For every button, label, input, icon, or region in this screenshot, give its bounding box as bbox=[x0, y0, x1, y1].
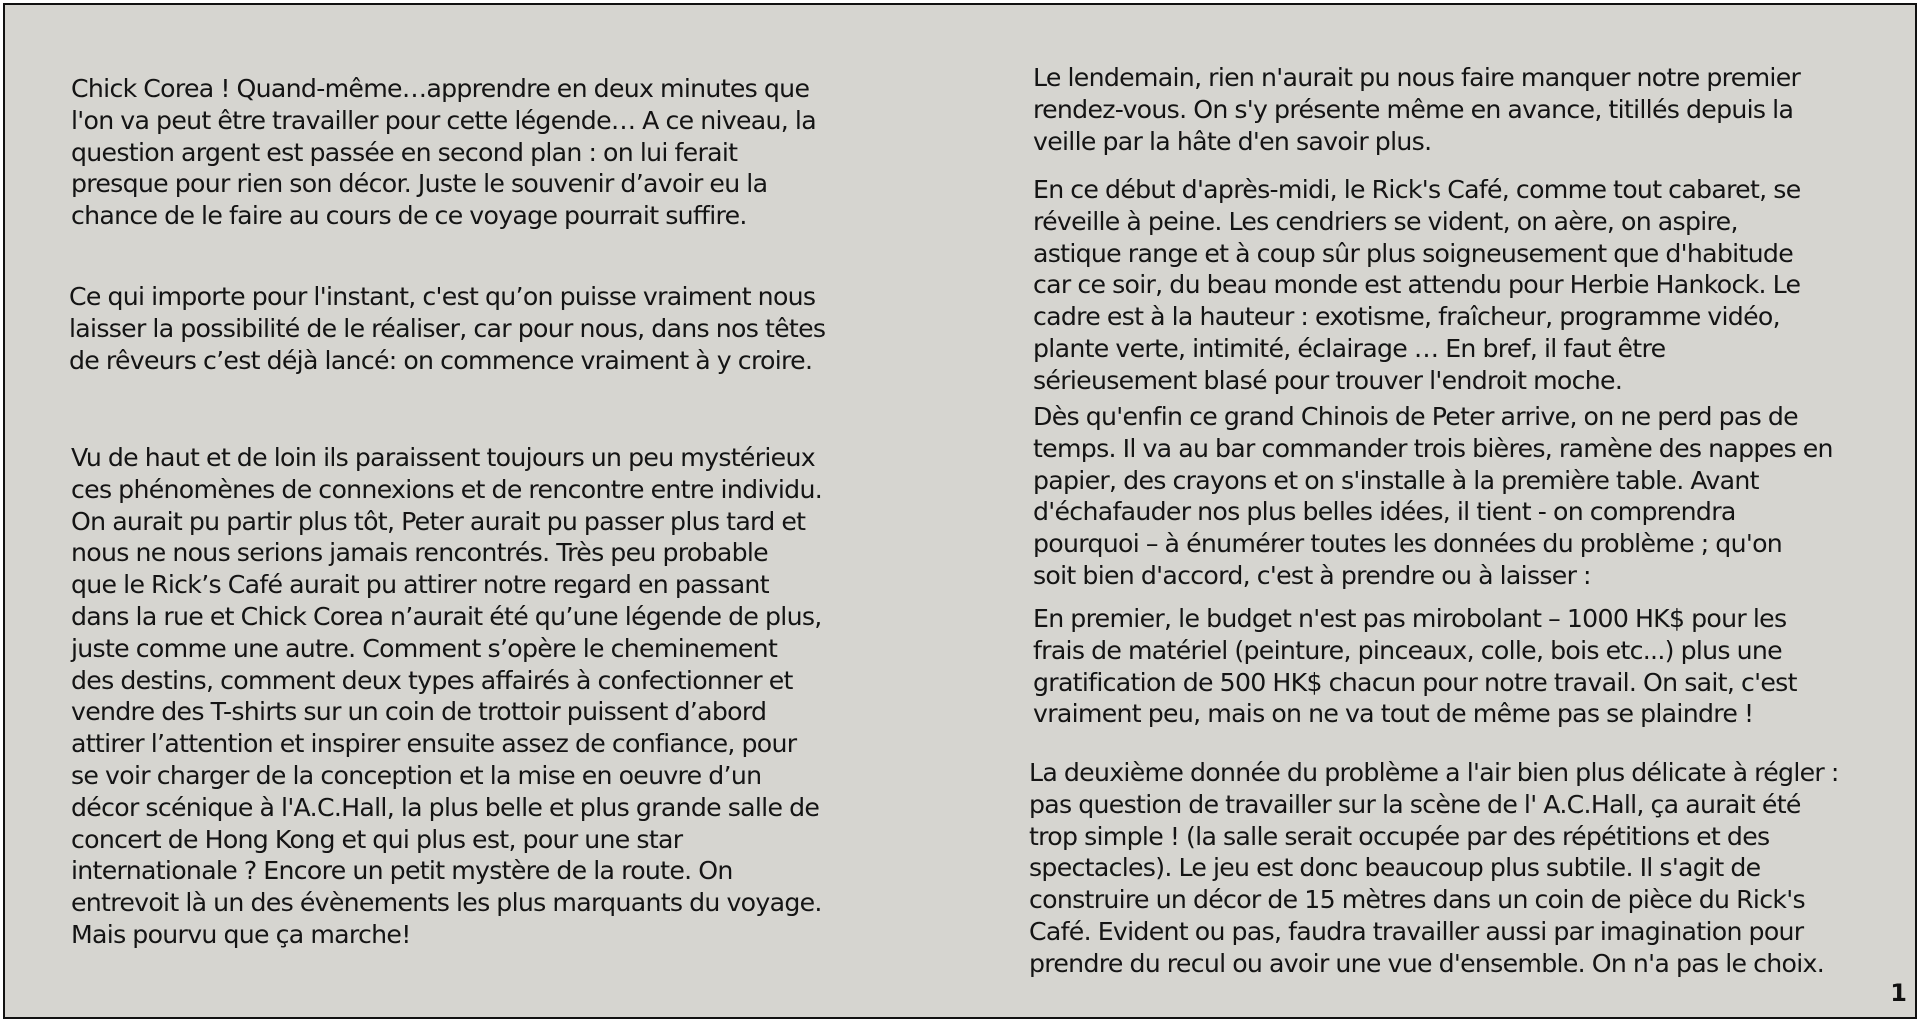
text-line: des destins, comment deux types affairés à confectionner et bbox=[71, 665, 793, 695]
text-line: Café. Evident ou pas, faudra travailler aussi par imagination pour bbox=[1029, 916, 1804, 946]
text-line: l'on va peut être travailler pour cette légende… A ce niveau, la bbox=[71, 105, 816, 135]
text-line: dans la rue et Chick Corea n’aurait été qu’une légende de plus, bbox=[71, 601, 822, 631]
text-line: ces phénomènes de connexions et de rencontre entre individu. bbox=[71, 474, 823, 504]
paragraph bbox=[1033, 174, 1801, 397]
text-line: décor scénique à l'A.C.Hall, la plus belle et plus grande salle de bbox=[71, 792, 820, 822]
paragraph bbox=[1033, 401, 1833, 592]
text-line: trop simple ! (la salle serait occupée par des répétitions et des bbox=[1029, 821, 1770, 851]
text-line: soit bien d'accord, c'est à prendre ou à laisser : bbox=[1033, 560, 1591, 590]
document-page bbox=[3, 3, 1917, 1019]
text-line: car ce soir, du beau monde est attendu pour Herbie Hankock. Le bbox=[1033, 270, 1801, 300]
text-line: Vu de haut et de loin ils paraissent toujours un peu mystérieux bbox=[71, 443, 815, 472]
text-line: de rêveurs c’est déjà lancé: on commence vraiment à y croire. bbox=[69, 345, 813, 375]
text-line: plante verte, intimité, éclairage … En bref, il faut être bbox=[1033, 333, 1666, 363]
text-line: Ce qui importe pour l'instant, c'est qu’on puisse vraiment nous bbox=[69, 282, 816, 311]
text-line: pourquoi – à énumérer toutes les données du problème ; qu'on bbox=[1033, 529, 1783, 559]
text-line: Dès qu'enfin ce grand Chinois de Peter arrive, on ne perd pas de bbox=[1033, 402, 1798, 431]
text-line: frais de matériel (peinture, pinceaux, colle, bois etc...) plus une bbox=[1033, 635, 1782, 665]
text-line: papier, des crayons et on s'installe à la première table. Avant bbox=[1033, 465, 1759, 495]
text-line: nous ne nous serions jamais rencontrés. Très peu probable bbox=[71, 538, 768, 568]
text-line: cadre est à la hauteur : exotisme, fraîcheur, programme vidéo, bbox=[1033, 302, 1780, 332]
text-line: attirer l’attention et inspirer ensuite assez de confiance, pour bbox=[71, 729, 797, 759]
text-line: rendez-vous. On s'y présente même en avance, titillés depuis la bbox=[1033, 94, 1794, 124]
text-line: veille par la hâte d'en savoir plus. bbox=[1033, 126, 1432, 156]
paragraph bbox=[1033, 62, 1800, 157]
text-line: construire un décor de 15 mètres dans un coin de pièce du Rick's bbox=[1029, 885, 1805, 915]
paragraph bbox=[71, 442, 822, 951]
text-line: En premier, le budget n'est pas mirobolant – 1000 HK$ pour les bbox=[1033, 604, 1787, 633]
text-line: concert de Hong Kong et qui plus est, pour une star bbox=[71, 824, 683, 854]
text-line: Chick Corea ! Quand-même…apprendre en deux minutes que bbox=[71, 74, 810, 103]
text-line: que le Rick’s Café aurait pu attirer notre regard en passant bbox=[71, 570, 769, 600]
paragraph bbox=[71, 73, 816, 232]
text-line: se voir charger de la conception et la mise en oeuvre d’un bbox=[71, 760, 762, 790]
text-line: La deuxième donnée du problème a l'air bien plus délicate à régler : bbox=[1029, 758, 1839, 787]
text-line: laisser la possibilité de le réaliser, car pour nous, dans nos têtes bbox=[69, 313, 826, 343]
text-line: pas question de travailler sur la scène de l' A.C.Hall, ça aurait été bbox=[1029, 789, 1801, 819]
paragraph bbox=[69, 281, 825, 376]
text-line: juste comme une autre. Comment s’opère le cheminement bbox=[71, 633, 778, 663]
text-line: internationale ? Encore un petit mystère de la route. On bbox=[71, 856, 733, 886]
text-line: chance de le faire au cours de ce voyage pourrait suffire. bbox=[71, 201, 747, 231]
text-line: réveille à peine. Les cendriers se vident, on aère, on aspire, bbox=[1033, 206, 1738, 236]
text-line: presque pour rien son décor. Juste le souvenir d’avoir eu la bbox=[71, 169, 768, 199]
text-line: prendre du recul ou avoir une vue d'ensemble. On n'a pas le choix. bbox=[1029, 948, 1825, 978]
text-line: En ce début d'après-midi, le Rick's Café, comme tout cabaret, se bbox=[1033, 175, 1801, 204]
text-line: Mais pourvu que ça marche! bbox=[71, 919, 411, 949]
paragraph bbox=[1029, 757, 1839, 980]
text-line: spectacles). Le jeu est donc beaucoup plus subtile. Il s'agit de bbox=[1029, 853, 1761, 883]
page-number: 1 bbox=[1890, 979, 1907, 1007]
text-line: entrevoit là un des évènements les plus marquants du voyage. bbox=[71, 888, 822, 918]
text-line: d'échafauder nos plus belles idées, il tient - on comprendra bbox=[1033, 497, 1736, 527]
text-line: gratification de 500 HK$ chacun pour notre travail. On sait, c'est bbox=[1033, 667, 1797, 697]
text-line: vraiment peu, mais on ne va tout de même pas se plaindre ! bbox=[1033, 699, 1754, 729]
text-line: question argent est passée en second plan : on lui ferait bbox=[71, 137, 738, 167]
text-line: Le lendemain, rien n'aurait pu nous faire manquer notre premier bbox=[1033, 63, 1801, 92]
text-line: vendre des T-shirts sur un coin de trottoir puissent d’abord bbox=[71, 697, 767, 727]
text-line: temps. Il va au bar commander trois bières, ramène des nappes en bbox=[1033, 433, 1833, 463]
text-line: On aurait pu partir plus tôt, Peter aurait pu passer plus tard et bbox=[71, 506, 806, 536]
paragraph bbox=[1033, 603, 1797, 730]
text-line: astique range et à coup sûr plus soigneusement que d'habitude bbox=[1033, 238, 1794, 268]
text-line: sérieusement blasé pour trouver l'endroit moche. bbox=[1033, 365, 1623, 395]
